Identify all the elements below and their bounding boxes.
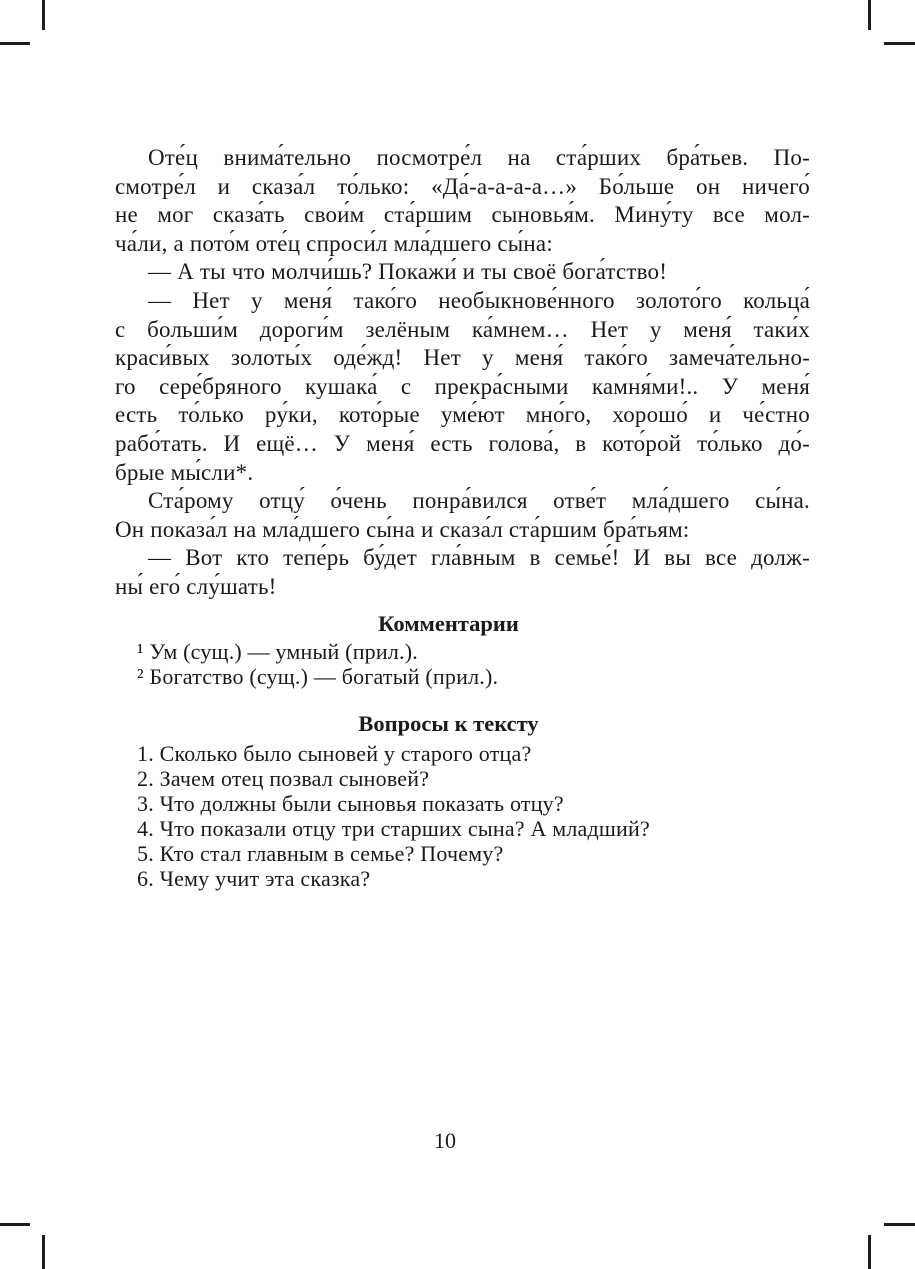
story-line: — Вот кто тепе́рь бу́дет гла́вным в семье́! И вы все долж-: [148, 545, 810, 571]
story-text: [115, 144, 810, 602]
question-item: 1. Сколько было сыновей у старого отца?: [137, 740, 532, 766]
story-line: краси́вых золоты́х оде́жд! Нет у меня́ тако́го замеча́тельно-: [115, 345, 810, 371]
story-line: — Нет у меня́ тако́го необыкнове́нного золото́го кольца́: [148, 287, 810, 313]
page-number: 10: [434, 1128, 456, 1153]
story-line: — А ты что молчи́шь? Покажи́ и ты своё бога́тство!: [148, 259, 668, 285]
story-line: Оте́ц внима́тельно посмотре́л на ста́рших бра́тьев. По-: [148, 145, 810, 170]
story-line: смотре́л и сказа́л то́лько: «Да́-а-а-а-а…» Бо́льше он ничего́: [115, 173, 810, 199]
question-item: 5. Кто стал главным в семье? Почему?: [137, 840, 504, 866]
question-item: 3. Что должны были сыновья показать отцу?: [137, 790, 564, 816]
question-item: 2. Зачем отец позвал сыновей?: [137, 765, 430, 791]
comments-list: [115, 639, 810, 689]
story-line: с больши́м дороги́м зелёным ка́мнем… Нет у меня́ таки́х: [115, 316, 810, 342]
story-line: рабо́тать. И ещё… У меня́ есть голова́, в кото́рой то́лько до́-: [115, 430, 810, 456]
story-line: брые мы́сли*.: [115, 459, 254, 485]
crop-mark-top-left-horizontal: [0, 42, 30, 45]
questions-heading: Вопросы к тексту: [358, 710, 539, 736]
text-block: [115, 144, 810, 891]
question-item: 6. Чему учит эта сказка?: [137, 865, 371, 891]
story-line: го сере́бряного кушака́ с прекра́сными камня́ми!.. У меня́: [115, 373, 810, 399]
story-line: ча́ли, а пото́м оте́ц спроси́л мла́дшего сы́на:: [115, 230, 553, 256]
comments-heading: Комментарии: [378, 610, 519, 636]
crop-mark-bottom-left-vertical: [42, 1235, 45, 1269]
crop-mark-top-right-horizontal: [884, 42, 915, 45]
comment-item: ² Богатство (сущ.) — богатый (прил.).: [137, 663, 499, 689]
crop-mark-bottom-left-horizontal: [0, 1223, 30, 1226]
question-item: 4. Что показали отцу три старших сына? А младший?: [137, 815, 650, 841]
story-line: Ста́рому отцу́ о́чень понра́вился отве́т мла́дшего сы́на.: [148, 488, 810, 514]
questions-list: [115, 741, 810, 891]
story-line: Он показа́л на мла́дшего сы́на и сказа́л ста́ршим бра́тьям:: [115, 516, 690, 542]
crop-mark-bottom-right-vertical: [868, 1235, 871, 1269]
crop-mark-bottom-right-horizontal: [884, 1223, 915, 1226]
crop-mark-top-right-vertical: [868, 0, 871, 30]
story-line: ны́ его́ слу́шать!: [115, 573, 277, 599]
comment-item: ¹ Ум (сущ.) — умный (прил.).: [137, 638, 418, 664]
story-line: не мог сказа́ть свои́м ста́ршим сыновья́м. Мину́ту все мол-: [115, 202, 810, 228]
crop-mark-top-left-vertical: [42, 0, 45, 30]
story-line: есть то́лько ру́ки, кото́рые уме́ют мно́го, хорошо́ и че́стно: [115, 402, 810, 428]
